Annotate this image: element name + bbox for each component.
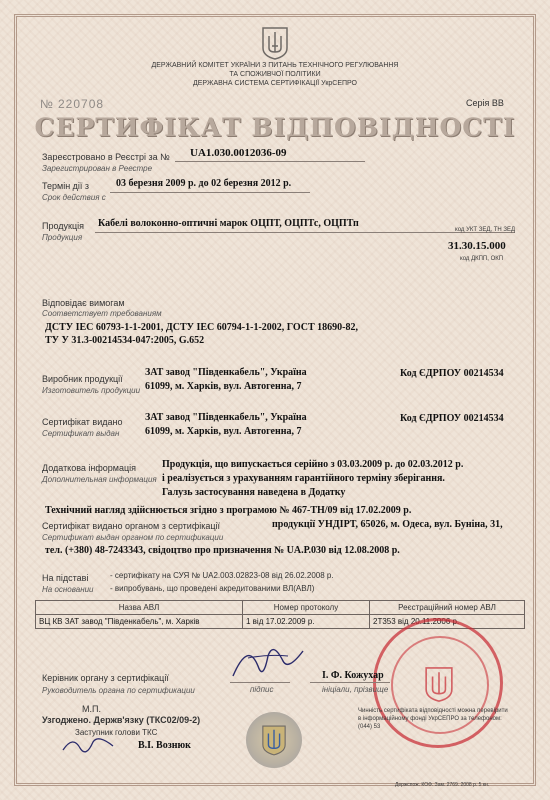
requirements-label: Відповідає вимогам bbox=[42, 298, 125, 308]
product-label-ru: Продукция bbox=[42, 233, 83, 242]
head-name: І. Ф. Кожухар bbox=[322, 670, 384, 681]
issued-line-1: ЗАТ завод "Південкабель", Україна bbox=[145, 412, 307, 423]
header-line-1: ДЕРЖАВНИЙ КОМІТЕТ УКРАЇНИ З ПИТАНЬ ТЕХНІЧНОГО РЕГУЛЮВАННЯ bbox=[151, 62, 399, 69]
body-label: Сертифікат видано органом з сертифікації bbox=[42, 521, 221, 531]
body-line-2: тел. (+380) 48-7243343, свідоцтво про призначення № UA.Р.030 від 12.08.2008 р. bbox=[45, 545, 400, 556]
basis-line-1: - сертифікату на СУЯ № UA2.003.02823-08 від 26.02.2008 р. bbox=[110, 571, 334, 580]
additional-line-2: і реалізується з урахуванням гарантійного терміну зберігання. bbox=[162, 473, 445, 484]
basis-line-2: - випробувань, що проведені акредитованими ВЛ(АВЛ) bbox=[110, 584, 315, 593]
issued-code: Код ЄДРПОУ 00214534 bbox=[400, 413, 504, 424]
head-label-ru: Руководитель органа по сертификации bbox=[42, 686, 195, 695]
registry-label: Зареєстровано в Реєстрі за № bbox=[42, 152, 170, 162]
initials-caption: ініціали, прізвище bbox=[322, 685, 389, 694]
coat-of-arms-icon bbox=[261, 26, 289, 60]
stamp-trident-icon bbox=[424, 665, 454, 703]
product-value: Кабелі волоконно-оптичні марок ОЦПТ, ОЦПТс, ОЦПТп bbox=[98, 218, 359, 229]
agreed-line-1: Узгоджено. Держв'язку (ТКС02/09-2) bbox=[42, 715, 201, 725]
issued-label: Сертифікат видано bbox=[42, 417, 123, 427]
agreed-line-2: Заступник голови ТКС bbox=[75, 728, 158, 737]
additional-label: Додаткова інформація bbox=[42, 463, 137, 473]
registry-value: UA1.030.0012036-09 bbox=[190, 147, 287, 159]
header-line-2: ТА СПОЖИВЧОЇ ПОЛІТИКИ bbox=[229, 71, 321, 78]
agreed-name: В.І. Вознюк bbox=[138, 740, 191, 751]
supervision-text: Технічний нагляд здійснюється згідно з програмою № 467-ТН/09 від 17.02.2009 р. bbox=[45, 505, 412, 516]
table-cell: ВЦ КВ ЗАТ завод "Південкабель", м. Харків bbox=[36, 615, 243, 629]
additional-label-ru: Дополнительная информация bbox=[42, 475, 157, 484]
issued-line-2: 61099, м. Харків, вул. Автогенна, 7 bbox=[145, 426, 302, 437]
number-prefix: № bbox=[40, 97, 54, 111]
column-header: Назва АВЛ bbox=[36, 601, 243, 615]
signature-caption: підпис bbox=[250, 685, 274, 694]
additional-line-1: Продукція, що випускається серійно з 03.03.2009 р. до 02.03.2012 р. bbox=[162, 459, 464, 470]
term-value: 03 березня 2009 р. до 02 березня 2012 р. bbox=[116, 178, 292, 189]
hologram-emblem bbox=[246, 712, 302, 768]
body-label-ru: Сертификат выдан органом по сертификации bbox=[42, 533, 224, 542]
additional-line-3: Галузь застосування наведена в Додатку bbox=[162, 487, 346, 498]
manufacturer-label: Виробник продукції bbox=[42, 374, 123, 384]
manufacturer-label-ru: Изготовитель продукции bbox=[42, 386, 141, 395]
manufacturer-line-1: ЗАТ завод "Південкабель", Україна bbox=[145, 367, 307, 378]
term-label-ru: Срок действия с bbox=[42, 193, 106, 202]
product-code-label: код УКТ ЗЕД, ТН ЗЕД bbox=[455, 227, 516, 233]
requirements-line-2: ТУ У 31.3-00214534-047:2005, G.652 bbox=[45, 335, 205, 346]
head-signature bbox=[228, 636, 308, 686]
registry-label-ru: Зарегистрирован в Реестре bbox=[42, 164, 153, 173]
seal-place-label: М.П. bbox=[82, 704, 101, 714]
body-value: продукції УНДІРТ, 65026, м. Одеса, вул. Буніна, 31, bbox=[272, 519, 503, 530]
issued-label-ru: Сертификат выдан bbox=[42, 429, 120, 438]
table-cell: 1 від 17.02.2009 р. bbox=[243, 615, 370, 629]
certificate-number: 220708 bbox=[58, 97, 105, 111]
term-label: Термін дії з bbox=[42, 181, 90, 191]
table-cell: 2Т353 від 20.11.2006 р. bbox=[370, 615, 525, 629]
head-label: Керівник органу з сертифікації bbox=[42, 673, 169, 683]
product-label: Продукція bbox=[42, 221, 84, 231]
column-header: Реєстраційний номер АВЛ bbox=[370, 601, 525, 615]
print-info: Держспож. КОФ. Зам. 2769. 2008 р. 5 кн. bbox=[395, 782, 490, 788]
manufacturer-code: Код ЄДРПОУ 00214534 bbox=[400, 368, 504, 379]
table-header-row bbox=[36, 601, 525, 615]
certificate-title: СЕРТИФІКАТ ВІДПОВІДНОСТІ bbox=[34, 113, 516, 142]
validity-note: Чинність сертифіката відповідності можна перевірити в інформаційному фонді УкрСЕПРО за телефоном: (044) 53 bbox=[358, 708, 508, 730]
basis-label-ru: На основании bbox=[42, 585, 94, 594]
product-code-label-2: код ДКПП, ОКП bbox=[460, 256, 504, 262]
basis-label: На підставі bbox=[42, 573, 89, 583]
hologram-trident-icon bbox=[261, 724, 287, 756]
product-code: 31.30.15.000 bbox=[448, 240, 506, 252]
manufacturer-line-2: 61099, м. Харків, вул. Автогенна, 7 bbox=[145, 381, 302, 392]
requirements-label-ru: Соответствует требованиям bbox=[42, 309, 162, 318]
requirements-line-1: ДСТУ IEC 60793-1-1-2001, ДСТУ IEC 60794-1-1-2002, ГОСТ 18690-82, bbox=[45, 322, 359, 333]
agreed-signature bbox=[58, 730, 118, 760]
header-line-3: ДЕРЖАВНА СИСТЕМА СЕРТИФІКАЦІЇ УкрСЕПРО bbox=[193, 80, 357, 87]
column-header: Номер протоколу bbox=[243, 601, 370, 615]
series-label: Серія ВВ bbox=[466, 98, 504, 108]
